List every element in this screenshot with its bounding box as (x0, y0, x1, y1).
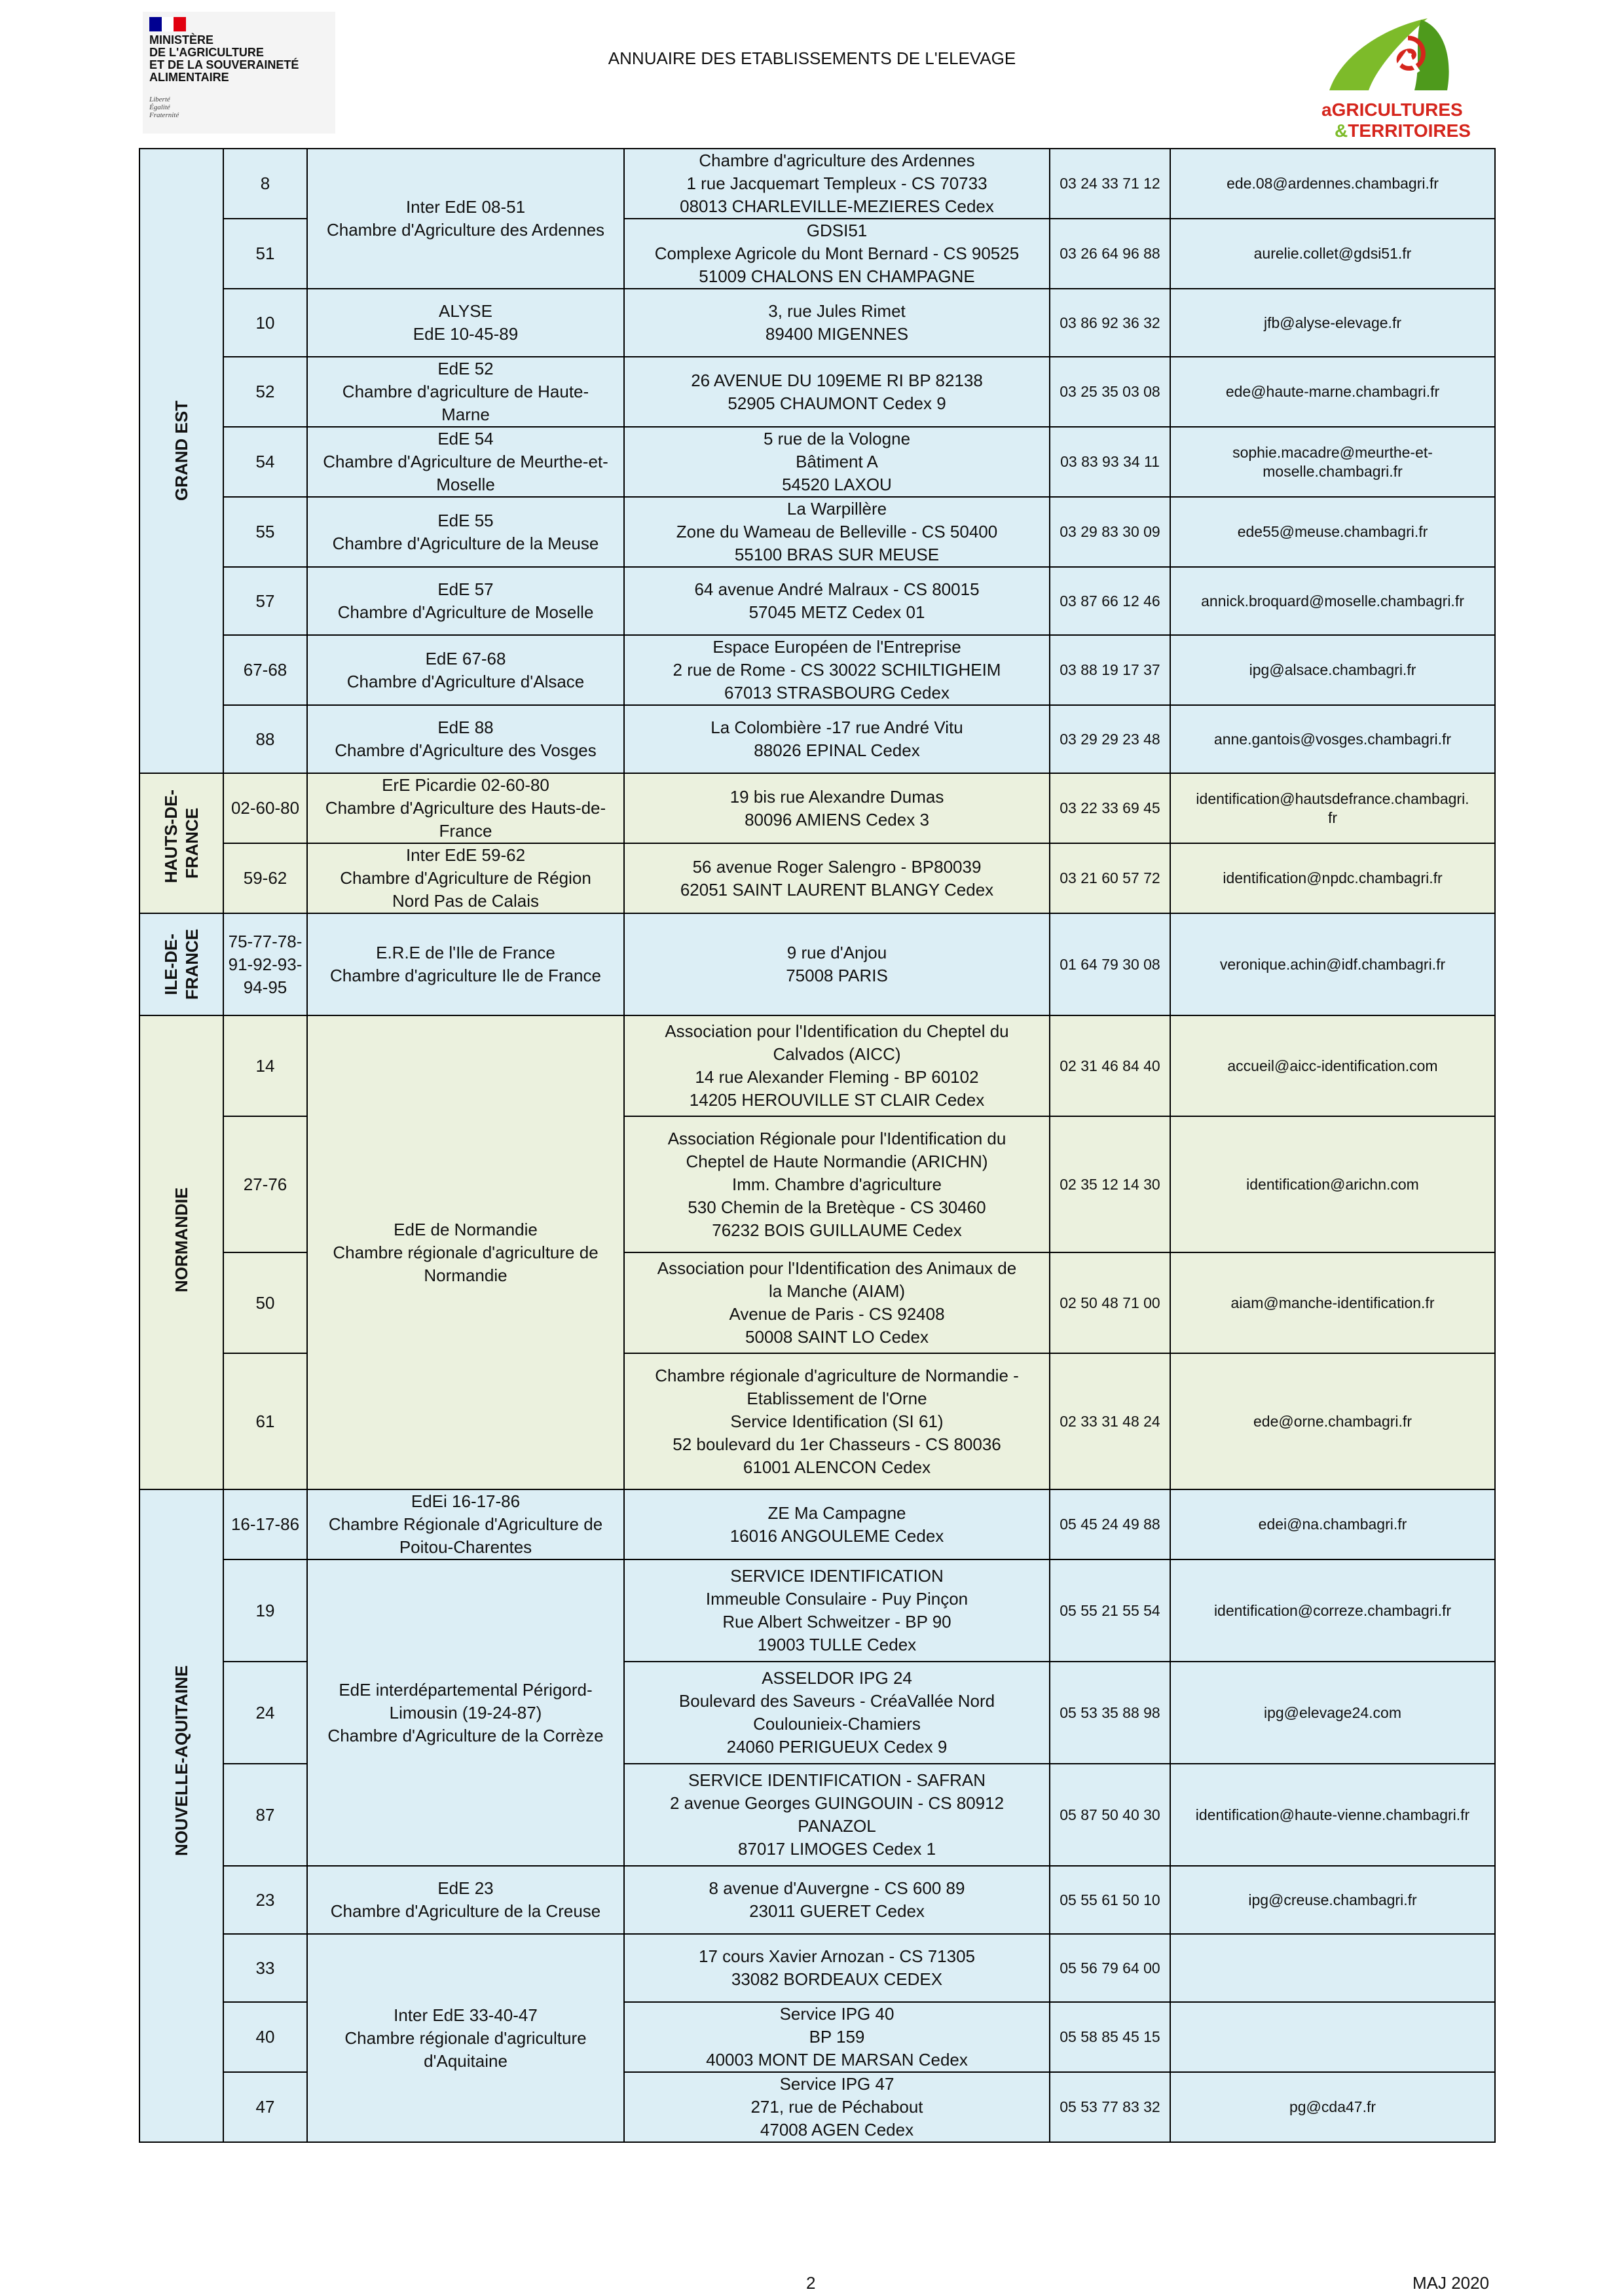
address-line: 89400 MIGENNES (765, 324, 909, 344)
address (624, 289, 1050, 357)
email-address: pg@cda47.fr (1170, 2072, 1495, 2142)
document-title: ANNUAIRE DES ETABLISSEMENTS DE L'ELEVAGE (608, 48, 1016, 68)
organization-line: Limousin (19-24-87) (389, 1702, 542, 1722)
department-code: 54 (223, 427, 307, 497)
table-row (139, 1934, 1495, 2002)
address-line: 1 rue Jacquemart Templeux - CS 70733 (686, 173, 987, 193)
address (624, 913, 1050, 1015)
organization-line: Chambre Régionale d'Agriculture de (328, 1514, 603, 1534)
phone-number: 05 58 85 45 15 (1050, 2002, 1170, 2072)
address-line: Association Régionale pour l'Identification du (667, 1128, 1006, 1148)
region-label-cell (139, 1489, 223, 2142)
address-line: Calvados (AICC) (773, 1044, 901, 1064)
update-date: MAJ 2020 (1412, 2273, 1490, 2293)
address (624, 567, 1050, 635)
department-code: 10 (223, 289, 307, 357)
organization-line: Moselle (436, 475, 495, 494)
address-line: 271, rue de Péchabout (750, 2097, 923, 2117)
address-line: 62051 SAINT LAURENT BLANGY Cedex (680, 879, 994, 900)
region-name: NOUVELLE-AQUITAINE (172, 1665, 191, 1856)
organization-line: Chambre d'Agriculture de Moselle (337, 602, 594, 622)
organization-line: ErE Picardie 02-60-80 (382, 775, 549, 795)
organization-line: EdE 54 (437, 429, 494, 448)
organization-line: Chambre d'Agriculture de Meurthe-et- (323, 452, 608, 471)
organization (307, 913, 624, 1015)
organization-line: EdEi 16-17-86 (411, 1491, 521, 1511)
table-row (139, 1489, 1495, 1559)
address (624, 1116, 1050, 1252)
agricultures-territoires-logo (1316, 13, 1486, 144)
address-line: Rue Albert Schweitzer - BP 90 (722, 1612, 951, 1631)
organization (307, 427, 624, 497)
address-line: 80096 AMIENS Cedex 3 (745, 809, 929, 829)
organization-line: d'Aquitaine (424, 2050, 507, 2071)
address-line: 16016 ANGOULEME Cedex (729, 1525, 944, 1546)
organization (307, 1489, 624, 1559)
department-code: 19 (223, 1559, 307, 1662)
department-code: 59-62 (223, 843, 307, 913)
address-line: Avenue de Paris - CS 92408 (729, 1304, 945, 1324)
phone-number: 05 53 77 83 32 (1050, 2072, 1170, 2142)
region-label-cell (139, 149, 223, 773)
address-line: 5 rue de la Vologne (763, 429, 911, 448)
region-name: NORMANDIE (172, 1187, 191, 1292)
address (624, 635, 1050, 705)
phone-number: 03 87 66 12 46 (1050, 567, 1170, 635)
phone-number: 03 88 19 17 37 (1050, 635, 1170, 705)
organization (307, 843, 624, 913)
organization-line: Chambre d'Agriculture de la Creuse (330, 1901, 601, 1921)
address-line: 57045 METZ Cedex 01 (748, 602, 925, 622)
table-row (139, 843, 1495, 913)
organization-line: Chambre d'agriculture de Haute- (342, 382, 589, 401)
table-row (139, 705, 1495, 773)
address-line: 14205 HEROUVILLE ST CLAIR Cedex (689, 1090, 985, 1110)
address (624, 705, 1050, 773)
email-address: jfb@alyse-elevage.fr (1170, 289, 1495, 357)
organization-line: EdE de Normandie (394, 1219, 538, 1239)
address (624, 149, 1050, 219)
address-line: 50008 SAINT LO Cedex (745, 1327, 929, 1347)
organization-line: Inter EdE 33-40-47 (394, 2005, 538, 2025)
department-code: 47 (223, 2072, 307, 2142)
email-address (1170, 1934, 1495, 2002)
address-line: Service Identification (SI 61) (730, 1411, 944, 1431)
address-line: La Colombière -17 rue André Vitu (710, 718, 963, 737)
address (624, 1934, 1050, 2002)
phone-number: 05 45 24 49 88 (1050, 1489, 1170, 1559)
organization (307, 497, 624, 567)
address-line: Association pour l'Identification des Animaux de (657, 1258, 1017, 1278)
address (624, 773, 1050, 843)
email-address: aurelie.collet@gdsi51.fr (1170, 219, 1495, 289)
table-row (139, 497, 1495, 567)
department-code: 16-17-86 (223, 1489, 307, 1559)
table-row (139, 635, 1495, 705)
department-code: 8 (223, 149, 307, 219)
phone-number: 03 86 92 36 32 (1050, 289, 1170, 357)
phone-number: 02 31 46 84 40 (1050, 1015, 1170, 1116)
department-code: 33 (223, 1934, 307, 2002)
phone-number: 03 21 60 57 72 (1050, 843, 1170, 913)
organization-line: ALYSE (439, 301, 492, 321)
organization-line: EdE 88 (437, 718, 494, 737)
email-address: edei@na.chambagri.fr (1170, 1489, 1495, 1559)
address-line: Service IPG 47 (779, 2074, 895, 2094)
organization-line: Chambre régionale d'agriculture de (333, 1242, 599, 1262)
address-line: Zone du Wameau de Belleville - CS 50400 (676, 522, 998, 541)
address-line: 8 avenue d'Auvergne - CS 600 89 (709, 1878, 965, 1898)
address-line: 17 cours Xavier Arnozan - CS 71305 (698, 1946, 976, 1966)
department-code: 57 (223, 567, 307, 635)
email-address: ipg@alsace.chambagri.fr (1170, 635, 1495, 705)
phone-number: 03 29 29 23 48 (1050, 705, 1170, 773)
organization (307, 567, 624, 635)
address-line: 40003 MONT DE MARSAN Cedex (706, 2050, 968, 2069)
table-row (139, 149, 1495, 219)
table-row (139, 427, 1495, 497)
address-line: La Warpillère (786, 499, 887, 519)
address (624, 1353, 1050, 1489)
address (624, 1015, 1050, 1116)
phone-number: 03 22 33 69 45 (1050, 773, 1170, 843)
organization-line: EdE 23 (437, 1878, 494, 1898)
address-line: ZE Ma Campagne (767, 1503, 906, 1523)
address-line: Immeuble Consulaire - Puy Pinçon (705, 1589, 969, 1609)
organization-line: EdE interdépartemental Périgord- (339, 1679, 593, 1700)
phone-number: 03 29 83 30 09 (1050, 497, 1170, 567)
department-code: 52 (223, 357, 307, 427)
email-address: accueil@aicc-identification.com (1170, 1015, 1495, 1116)
address-line: 19003 TULLE Cedex (757, 1635, 917, 1654)
address-line: la Manche (AIAM) (768, 1281, 906, 1301)
address-line: Boulevard des Saveurs - CréaVallée Nord (678, 1691, 995, 1711)
chambres-agriculture-emblem-icon (1316, 13, 1486, 98)
department-code: 40 (223, 2002, 307, 2072)
address-line: 76232 BOIS GUILLAUME Cedex (712, 1220, 962, 1240)
address-line: 54520 LAXOU (782, 475, 892, 494)
table-row (139, 1559, 1495, 1662)
address-line: 87017 LIMOGES Cedex 1 (737, 1839, 936, 1859)
phone-number: 03 24 33 71 12 (1050, 149, 1170, 219)
organization (307, 149, 624, 289)
address (624, 357, 1050, 427)
email-address: annick.broquard@moselle.chambagri.fr (1170, 567, 1495, 635)
phone-number: 05 87 50 40 30 (1050, 1764, 1170, 1866)
phone-number: 05 56 79 64 00 (1050, 1934, 1170, 2002)
address-line: 530 Chemin de la Bretèque - CS 30460 (688, 1197, 986, 1217)
address (624, 843, 1050, 913)
address (624, 219, 1050, 289)
organization (307, 1866, 624, 1934)
address (624, 1662, 1050, 1764)
organization-line: EdE 55 (437, 510, 494, 530)
address-line: 47008 AGEN Cedex (760, 2120, 914, 2140)
address-line: 2 avenue Georges GUINGOUIN - CS 80912 (669, 1793, 1005, 1813)
address-line: Service IPG 40 (779, 2004, 895, 2024)
organization (307, 357, 624, 427)
address-line: BP 159 (809, 2027, 865, 2047)
logo-text-line1: aGRICULTURES (1321, 100, 1463, 120)
republic-motto: Liberté Égalité Fraternité (149, 96, 179, 119)
email-address: identification@arichn.com (1170, 1116, 1495, 1252)
phone-number: 03 83 93 34 11 (1050, 427, 1170, 497)
address-line: 61001 ALENCON Cedex (743, 1457, 931, 1477)
email-address: ede.08@ardennes.chambagri.fr (1170, 149, 1495, 219)
address-line: 56 avenue Roger Salengro - BP80039 (692, 856, 982, 877)
address-line: PANAZOL (798, 1816, 876, 1836)
region-label-cell (139, 1015, 223, 1489)
address (624, 1866, 1050, 1934)
address (624, 2002, 1050, 2072)
email-address: veronique.achin@idf.chambagri.fr (1170, 913, 1495, 1015)
organization-line: Marne (441, 405, 490, 424)
table-row (139, 357, 1495, 427)
phone-number: 01 64 79 30 08 (1050, 913, 1170, 1015)
address-line: 52905 CHAUMONT Cedex 9 (728, 393, 946, 413)
organization-line: Chambre d'Agriculture d'Alsace (346, 671, 585, 691)
address-line: Espace Européen de l'Entreprise (712, 637, 961, 657)
address-line: Bâtiment A (796, 452, 878, 471)
address-line: 52 boulevard du 1er Chasseurs - CS 80036 (673, 1434, 1001, 1454)
department-code: 61 (223, 1353, 307, 1489)
address-line: Coulounieix-Chamiers (753, 1714, 921, 1734)
organization-line: Chambre régionale d'agriculture (344, 2028, 587, 2048)
organization-line: Poitou-Charentes (399, 1537, 532, 1557)
organization-line: EdE 67-68 (425, 648, 506, 668)
address-line: Imm. Chambre d'agriculture (732, 1174, 942, 1194)
address-line: Cheptel de Haute Normandie (ARICHN) (686, 1151, 988, 1171)
address-line: 51009 CHALONS EN CHAMPAGNE (699, 266, 975, 286)
address-line: 19 bis rue Alexandre Dumas (729, 786, 944, 807)
organization (307, 705, 624, 773)
region-name: ILE-DE- FRANCE (161, 928, 202, 1000)
organization-line: Chambre d'Agriculture des Vosges (335, 740, 597, 760)
phone-number: 03 25 35 03 08 (1050, 357, 1170, 427)
region-label-cell (139, 913, 223, 1015)
french-flag-icon (149, 17, 186, 31)
region-label-cell (139, 773, 223, 913)
region-name: HAUTS-DE- FRANCE (161, 790, 202, 883)
organization-line: Inter EdE 59-62 (405, 845, 526, 865)
email-address: anne.gantois@vosges.chambagri.fr (1170, 705, 1495, 773)
establishments-table (139, 148, 1496, 2143)
email-address: aiam@manche-identification.fr (1170, 1252, 1495, 1353)
email-address: identification@hautsdefrance.chambagri. fr (1170, 773, 1495, 843)
ministry-logo (143, 12, 335, 134)
organization-line: E.R.E de l'Ile de France (376, 943, 555, 962)
address-line: 88026 EPINAL Cedex (754, 740, 920, 760)
email-address: ede@haute-marne.chambagri.fr (1170, 357, 1495, 427)
address (624, 427, 1050, 497)
address-line: SERVICE IDENTIFICATION (730, 1566, 944, 1586)
address-line: 3, rue Jules Rimet (768, 301, 906, 321)
address-line: SERVICE IDENTIFICATION - SAFRAN (688, 1770, 986, 1790)
email-address: identification@haute-vienne.chambagri.fr (1170, 1764, 1495, 1866)
logo-text-line2: &TERRITOIRES (1335, 120, 1471, 141)
table-row (139, 1866, 1495, 1934)
address (624, 1489, 1050, 1559)
organization (307, 1559, 624, 1866)
address (624, 1559, 1050, 1662)
table-row (139, 289, 1495, 357)
email-address: identification@npdc.chambagri.fr (1170, 843, 1495, 913)
address-line: Chambre d'agriculture des Ardennes (699, 151, 975, 170)
address (624, 1252, 1050, 1353)
organization-line: Chambre d'Agriculture des Ardennes (326, 220, 605, 240)
organization-line: Chambre d'Agriculture de Région (340, 868, 591, 888)
address-line: 24060 PERIGUEUX Cedex 9 (726, 1737, 948, 1757)
organization-line: Chambre d'Agriculture de la Corrèze (327, 1725, 604, 1745)
address-line: 9 rue d'Anjou (786, 943, 887, 962)
email-address: ede55@meuse.chambagri.fr (1170, 497, 1495, 567)
page-number: 2 (806, 2273, 816, 2293)
phone-number: 05 55 61 50 10 (1050, 1866, 1170, 1934)
phone-number: 03 26 64 96 88 (1050, 219, 1170, 289)
department-code: 87 (223, 1764, 307, 1866)
address-line: 14 rue Alexander Fleming - BP 60102 (695, 1067, 979, 1087)
organization-line: EdE 10-45-89 (413, 324, 519, 344)
organization-line: Chambre d'agriculture Ile de France (330, 966, 601, 985)
table-row (139, 913, 1495, 1015)
address-line: Etablissement de l'Orne (747, 1388, 927, 1408)
organization-line: EdE 57 (437, 579, 494, 599)
email-address (1170, 2002, 1495, 2072)
department-code: 75-77-78- 91-92-93- 94-95 (223, 913, 307, 1015)
email-address: sophie.macadre@meurthe-et- moselle.chambagri.fr (1170, 427, 1495, 497)
organization-line: Chambre d'Agriculture des Hauts-de- (325, 798, 606, 818)
organization (307, 635, 624, 705)
department-code: 88 (223, 705, 307, 773)
address-line: 75008 PARIS (786, 966, 888, 985)
email-address: ipg@elevage24.com (1170, 1662, 1495, 1764)
department-code: 50 (223, 1252, 307, 1353)
department-code: 27-76 (223, 1116, 307, 1252)
address-line: 08013 CHARLEVILLE-MEZIERES Cedex (680, 196, 994, 216)
email-address: identification@correze.chambagri.fr (1170, 1559, 1495, 1662)
address-line: ASSELDOR IPG 24 (762, 1668, 912, 1688)
address-line: 64 avenue André Malraux - CS 80015 (694, 579, 980, 599)
organization-line: EdE 52 (437, 359, 494, 378)
department-code: 67-68 (223, 635, 307, 705)
address-line: GDSI51 (806, 221, 868, 240)
address-line: 67013 STRASBOURG Cedex (724, 683, 950, 702)
phone-number: 02 35 12 14 30 (1050, 1116, 1170, 1252)
organization-line: France (439, 821, 492, 841)
phone-number: 02 50 48 71 00 (1050, 1252, 1170, 1353)
address-line: Complexe Agricole du Mont Bernard - CS 90525 (654, 244, 1020, 263)
organization-line: Chambre d'Agriculture de la Meuse (332, 533, 599, 553)
department-code: 51 (223, 219, 307, 289)
address-line: 33082 BORDEAUX CEDEX (731, 1969, 943, 1989)
organization (307, 773, 624, 843)
organization (307, 289, 624, 357)
email-address: ipg@creuse.chambagri.fr (1170, 1866, 1495, 1934)
phone-number: 05 53 35 88 98 (1050, 1662, 1170, 1764)
address-line: 23011 GUERET Cedex (749, 1901, 925, 1921)
phone-number: 05 55 21 55 54 (1050, 1559, 1170, 1662)
organization-line: Inter EdE 08-51 (405, 197, 526, 217)
address-line: Association pour l'Identification du Cheptel du (665, 1021, 1009, 1041)
organization-line: Normandie (424, 1265, 507, 1285)
department-code: 02-60-80 (223, 773, 307, 843)
department-code: 24 (223, 1662, 307, 1764)
ministry-name: MINISTÈRE DE L'AGRICULTURE ET DE LA SOUVERAINETÉ ALIMENTAIRE (149, 33, 299, 84)
address-line: 2 rue de Rome - CS 30022 SCHILTIGHEIM (673, 660, 1001, 680)
address-line: Chambre régionale d'agriculture de Normandie - (655, 1365, 1019, 1385)
table-row (139, 567, 1495, 635)
organization (307, 1934, 624, 2142)
address (624, 1764, 1050, 1866)
address-line: 55100 BRAS SUR MEUSE (734, 545, 940, 564)
email-address: ede@orne.chambagri.fr (1170, 1353, 1495, 1489)
address-line: 26 AVENUE DU 109EME RI BP 82138 (691, 370, 983, 390)
table-row (139, 1015, 1495, 1116)
address (624, 497, 1050, 567)
phone-number: 02 33 31 48 24 (1050, 1353, 1170, 1489)
department-code: 55 (223, 497, 307, 567)
department-code: 23 (223, 1866, 307, 1934)
organization-line: Nord Pas de Calais (392, 891, 539, 911)
department-code: 14 (223, 1015, 307, 1116)
organization (307, 1015, 624, 1489)
address (624, 2072, 1050, 2142)
region-name: GRAND EST (172, 400, 191, 501)
table-row (139, 773, 1495, 843)
